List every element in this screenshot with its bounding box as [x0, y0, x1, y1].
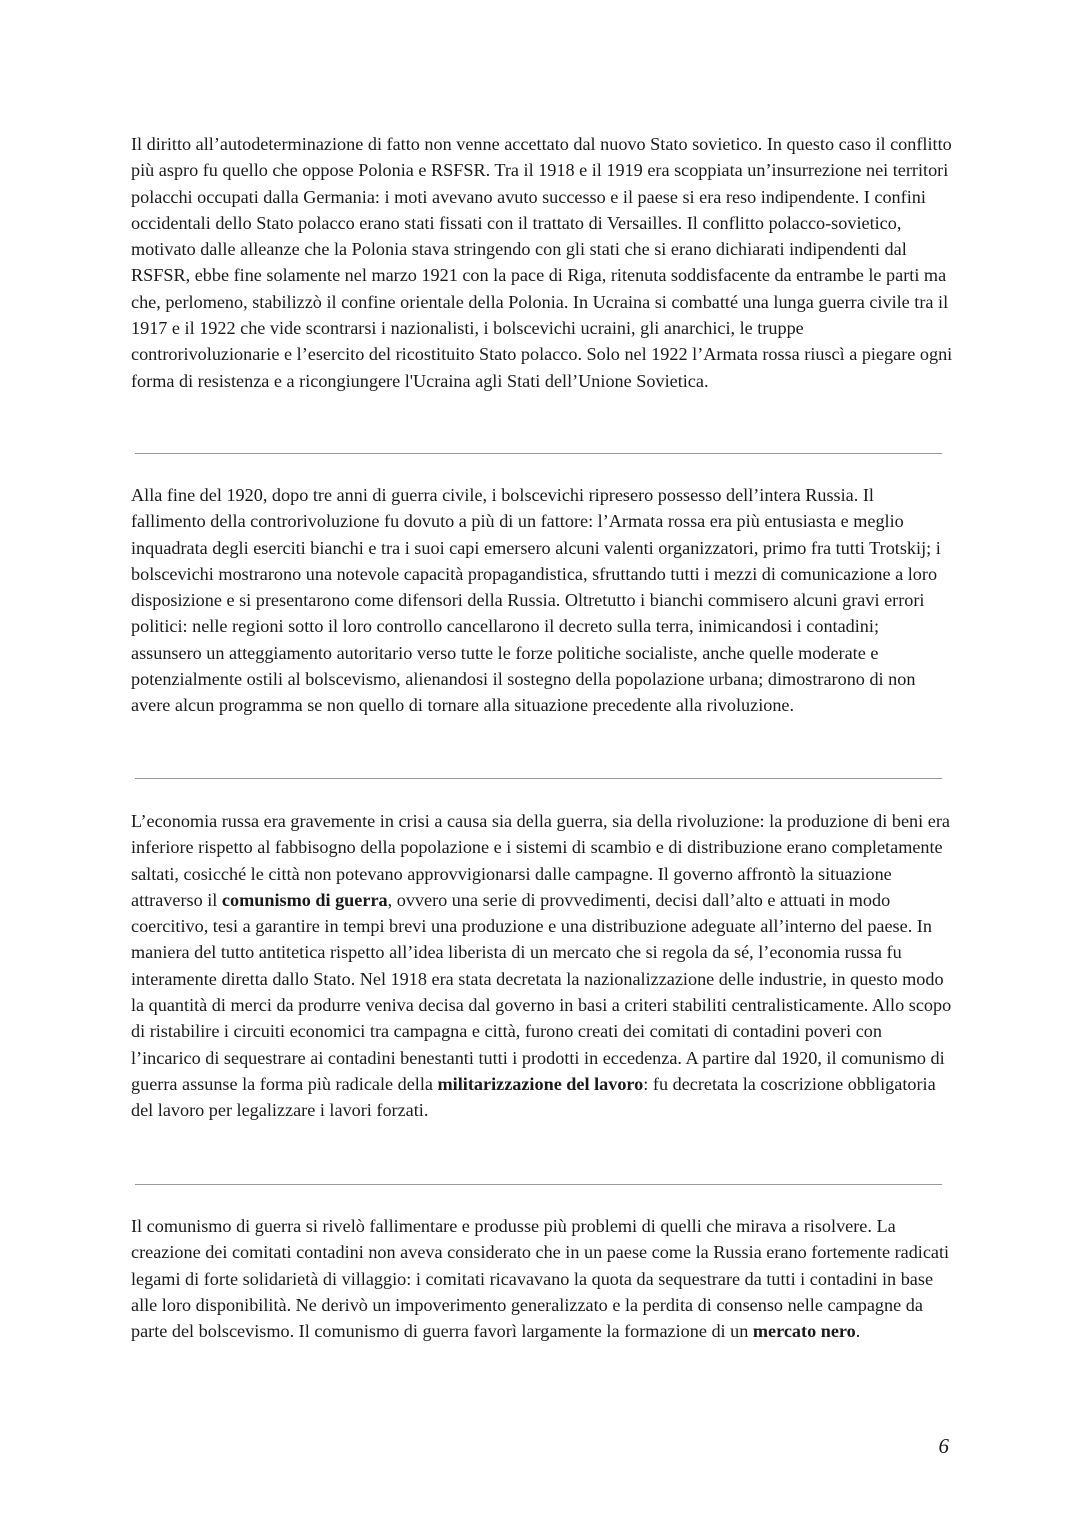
horizontal-divider	[135, 778, 942, 779]
paragraph-civil-war-outcome	[131, 482, 953, 719]
paragraph-text: , ovvero una serie di provvedimenti, decisi dall’alto e attuati in modo coercitivo, tesi a garantire in tempi brevi una produzione e una distribuzione adeguate all’interno del paese. In maniera del tutto antitetica rispetto all’idea liberista di un mercato che si regola da sé, l’economia russa fu interamente diretta dallo Stato. Nel 1918 era stata decretata la nazionalizzazione delle industrie, in questo modo la quantità di merci da produrre veniva decisa dal governo in basi a criteri stabiliti centralisticamente. Allo scopo di ristabilire i circuiti economici tra campagna e città, furono creati dei comitati di contadini poveri con l’incarico di sequestrare ai contadini benestanti tutti i prodotti in eccedenza. A partire dal 1920, il comunismo di guerra assunse la forma più radicale della	[131, 889, 952, 1094]
bold-term-comunismo-di-guerra: comunismo di guerra	[221, 889, 388, 910]
paragraph-text: Alla fine del 1920, dopo tre anni di guerra civile, i bolscevichi ripresero possesso dell’intera Russia. Il fallimento della controrivoluzione fu dovuto a più di un fattore: l’Armata rossa era più entusiasta e meglio inquadrata degli eserciti bianchi e tra i suoi capi emersero alcuni valenti organizzatori, primo fra tutti Trotskij; i bolscevichi mostrarono una notevole capacità propagandistica, sfruttando tutti i mezzi di comunicazione a loro disposizione e si presentarono come difensori della Russia. Oltretutto i bianchi commisero alcuni gravi errori politici: nelle regioni sotto il loro controllo cancellarono il decreto sulla terra, inimicandosi i contadini; assunsero un atteggiamento autoritario verso tutte le forze politiche socialiste, anche quelle moderate e potenzialmente ostili al bolscevismo, alienandosi il sostegno della popolazione urbana; dimostrarono di non avere alcun programma se non quello di tornare alla situazione precedente alla rivoluzione.	[131, 485, 941, 716]
paragraph-war-communism	[131, 808, 953, 1124]
paragraph-text: : fu decretata la coscrizione obbligatoria del lavoro per legalizzare i lavori forzati.	[131, 1073, 936, 1121]
horizontal-divider	[135, 453, 942, 454]
horizontal-divider	[135, 1184, 942, 1185]
bold-term-mercato-nero: mercato nero	[752, 1321, 856, 1342]
paragraph-polish-soviet-conflict	[131, 131, 953, 394]
paragraph-text: .	[855, 1321, 861, 1342]
page-number: 6	[938, 1434, 949, 1458]
bold-term-militarizzazione-del-lavoro: militarizzazione del lavoro	[437, 1073, 644, 1094]
paragraph-text: Il diritto all’autodeterminazione di fatto non venne accettato dal nuovo Stato sovietico. In questo caso il conflitto più aspro fu quello che oppose Polonia e RSFSR. Tra il 1918 e il 1919 era scoppiata un’insurrezione nei territori polacchi occupati dalla Germania: i moti avevano avuto successo e il paese si era reso indipendente. I confini occidentali dello Stato polacco erano stati fissati con il trattato di Versailles. Il conflitto polacco-sovietico, motivato dalle alleanze che la Polonia stava stringendo con gli stati che si erano dichiarati indipendenti dal RSFSR, ebbe fine solamente nel marzo 1921 con la pace di Riga, ritenuta soddisfacente da entrambe le parti ma che, perlomeno, stabilizzò il confine orientale della Polonia. In Ucraina si combatté una lunga guerra civile tra il 1917 e il 1922 che vide scontrarsi i nazionalisti, i bolscevichi ucraini, gli anarchici, le truppe controrivoluzionarie e l’esercito del ricostituito Stato polacco. Solo nel 1922 l’Armata rossa riuscì a piegare ogni forma di resistenza e a ricongiungere l'Ucraina agli Stati dell’Unione Sovietica.	[131, 134, 953, 391]
paragraph-war-communism-failure	[131, 1213, 953, 1344]
paragraph-text: L’economia russa era gravemente in crisi a causa sia della guerra, sia della rivoluzione: la produzione di beni era inferiore rispetto al fabbisogno della popolazione e i sistemi di scambio e di distribuzione erano completamente saltati, cosicché le città non potevano approvvigionarsi dalle campagne. Il governo affrontò la situazione attraverso il	[131, 811, 950, 910]
paragraph-text: Il comunismo di guerra si rivelò fallimentare e produsse più problemi di quelli che mirava a risolvere. La creazione dei comitati contadini non aveva considerato che in un paese come la Russia erano fortemente radicati legami di forte solidarietà di villaggio: i comitati ricavavano la quota da sequestrare da tutti i contadini in base alle loro disponibilità. Ne derivò un impoverimento generalizzato e la perdita di consenso nelle campagne da parte del bolscevismo. Il comunismo di guerra favorì largamente la formazione di un	[131, 1216, 950, 1342]
